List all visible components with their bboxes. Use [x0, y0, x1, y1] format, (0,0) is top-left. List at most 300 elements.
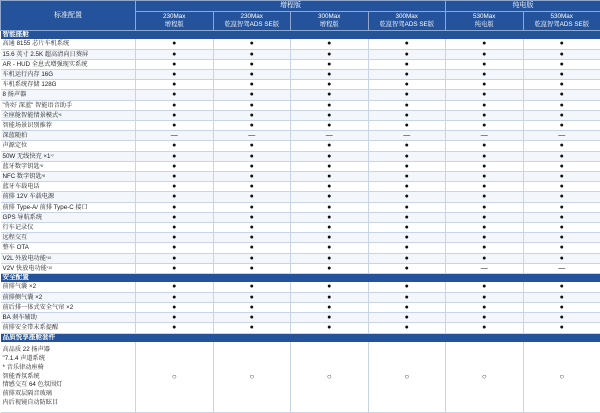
config-cell: ● — [291, 151, 369, 161]
optional-cell: ○ — [213, 342, 291, 413]
feature-label — [1, 151, 136, 161]
column-header-model: 530Max — [524, 13, 600, 21]
config-cell: ● — [136, 90, 214, 100]
group-header-erev: 增程版 — [136, 1, 446, 12]
section-header — [1, 31, 600, 40]
config-cell: ● — [291, 59, 369, 69]
table-row — [1, 100, 600, 110]
config-cell: ● — [213, 151, 291, 161]
config-cell: ● — [446, 253, 524, 263]
config-cell: ● — [213, 292, 291, 302]
config-cell: ● — [523, 39, 600, 49]
config-cell: ● — [213, 161, 291, 171]
config-cell: ● — [523, 253, 600, 263]
config-cell: ● — [291, 121, 369, 131]
section-header — [1, 274, 600, 283]
feature-label — [1, 292, 136, 302]
feature-label-text: 车机运行内存 16G — [3, 71, 54, 78]
config-cell: — — [446, 131, 524, 141]
config-cell: ● — [523, 313, 600, 323]
feature-label-text: 全座舱智能情景模式 — [3, 112, 59, 119]
config-cell: ● — [368, 39, 446, 49]
column-header-model: 300Max — [291, 13, 368, 21]
config-cell: ● — [446, 80, 524, 90]
feature-label — [1, 182, 136, 192]
table-row — [1, 243, 600, 253]
config-cell: ● — [523, 80, 600, 90]
config-cell: ● — [213, 233, 291, 243]
config-cell: ● — [291, 253, 369, 263]
table-row — [1, 131, 600, 141]
config-cell: ● — [213, 253, 291, 263]
config-cell: ● — [291, 80, 369, 90]
feature-label-text: 整车 OTA — [3, 244, 29, 251]
table-row — [1, 141, 600, 151]
config-cell: ● — [213, 282, 291, 292]
config-cell: ● — [368, 121, 446, 131]
config-cell: ● — [213, 302, 291, 312]
config-cell: ● — [446, 151, 524, 161]
config-cell: ● — [368, 141, 446, 151]
config-cell: ● — [136, 172, 214, 182]
feature-label-text: NFC 数字钥匙 — [3, 173, 42, 180]
config-cell: ● — [291, 192, 369, 202]
feature-label — [1, 90, 136, 100]
config-cell: ● — [136, 141, 214, 151]
config-cell: ● — [291, 49, 369, 59]
config-cell: ● — [523, 212, 600, 222]
config-cell: ● — [446, 292, 524, 302]
config-cell: ● — [136, 70, 214, 80]
table-row — [1, 161, 600, 171]
config-cell: ● — [523, 151, 600, 161]
config-cell: ● — [213, 192, 291, 202]
config-cell: ● — [291, 302, 369, 312]
config-cell: ● — [136, 292, 214, 302]
config-cell: ● — [291, 313, 369, 323]
table-row — [1, 263, 600, 273]
feature-label — [1, 313, 136, 323]
column-header-variant: 乾崑智驾ADS SE版 — [369, 21, 446, 29]
config-cell: ● — [368, 223, 446, 233]
column-header-variant: 乾崑智驾ADS SE版 — [524, 21, 600, 29]
config-cell: ● — [213, 313, 291, 323]
config-cell: ● — [523, 121, 600, 131]
config-cell: ● — [136, 263, 214, 273]
table-row — [1, 233, 600, 243]
optional-cell: ○ — [368, 342, 446, 413]
config-cell: ● — [446, 161, 524, 171]
config-cell: — — [213, 131, 291, 141]
feature-label-text: 行车记录仪 — [3, 224, 34, 231]
config-cell: ● — [136, 313, 214, 323]
table-row — [1, 292, 600, 302]
config-cell: ● — [523, 182, 600, 192]
config-cell: ● — [446, 141, 524, 151]
config-cell: ● — [291, 161, 369, 171]
table-row — [1, 151, 600, 161]
config-cell: ● — [213, 223, 291, 233]
feature-label-text: 50W 无线快充 ×1 — [3, 153, 51, 160]
table-header — [1, 1, 600, 31]
config-cell: ● — [446, 70, 524, 80]
config-cell: ● — [446, 243, 524, 253]
section-title: 安全配置 — [1, 274, 600, 283]
table-row — [1, 39, 600, 49]
table-row — [1, 90, 600, 100]
config-cell: ● — [291, 323, 369, 333]
config-cell: ● — [446, 182, 524, 192]
feature-label-text: 前后排一体式安全气帘 ×2 — [3, 304, 74, 311]
feature-label — [1, 202, 136, 212]
package-feature-line: * 音乐律动座椅 — [3, 364, 136, 373]
column-header-model: 230Max — [136, 13, 213, 21]
config-cell: ● — [213, 323, 291, 333]
config-cell: ● — [446, 323, 524, 333]
column-header — [368, 12, 446, 31]
footnote-marker: *8 — [40, 164, 43, 168]
package-feature-line: 前排双层隔音玻璃 — [3, 390, 136, 399]
feature-label — [1, 302, 136, 312]
config-cell: ● — [213, 263, 291, 273]
config-cell: ● — [136, 323, 214, 333]
config-cell: ● — [523, 243, 600, 253]
config-cell: ● — [523, 323, 600, 333]
config-cell: ● — [213, 100, 291, 110]
feature-label-text: 蓝牙车载电话 — [3, 183, 40, 190]
config-cell: ● — [523, 223, 600, 233]
config-cell: ● — [523, 172, 600, 182]
feature-label-text: 声源定位 — [3, 142, 28, 149]
optional-cell: ○ — [136, 342, 214, 413]
config-cell: ● — [523, 141, 600, 151]
config-cell: — — [368, 131, 446, 141]
feature-label-text: GPS 导航系统 — [3, 214, 43, 221]
section-title: 智能座舱 — [1, 31, 600, 40]
config-cell: ● — [368, 313, 446, 323]
feature-label-text: 高通 8155 芯片车机系统 — [3, 40, 70, 47]
feature-label — [1, 121, 136, 131]
config-cell: ● — [368, 172, 446, 182]
column-header — [213, 12, 291, 31]
config-cell: ● — [136, 253, 214, 263]
feature-label-text: 智能场景识别推荐 — [3, 122, 53, 129]
config-cell: ● — [291, 141, 369, 151]
feature-label-text: 前排安全带未系提醒 — [3, 324, 59, 331]
feature-label-text: V2V 快放电功能 — [3, 265, 47, 272]
config-cell: ● — [291, 263, 369, 273]
config-cell: ● — [136, 100, 214, 110]
feature-label-text: BA 刹车辅助 — [3, 314, 37, 321]
config-cell: — — [523, 131, 600, 141]
config-cell: ● — [213, 39, 291, 49]
config-cell: ● — [368, 212, 446, 222]
config-cell: ● — [213, 243, 291, 253]
feature-label — [1, 253, 136, 263]
config-cell: ● — [368, 100, 446, 110]
config-cell: — — [136, 131, 214, 141]
column-header — [446, 12, 524, 31]
config-cell: ● — [136, 282, 214, 292]
config-cell: ● — [291, 70, 369, 80]
table-row — [1, 182, 600, 192]
footnote-marker: *6 — [58, 113, 61, 117]
package-row — [1, 342, 600, 413]
config-cell: ● — [213, 59, 291, 69]
footnote-marker: *10 — [46, 256, 51, 260]
feature-label — [1, 100, 136, 110]
config-cell: ● — [523, 70, 600, 80]
section-title: 品质悦享座舱套件 — [1, 333, 600, 342]
config-cell: ● — [291, 292, 369, 302]
config-cell: ● — [523, 110, 600, 120]
config-cell: ● — [446, 59, 524, 69]
table-row — [1, 80, 600, 90]
config-cell: ● — [523, 59, 600, 69]
config-cell: ● — [136, 49, 214, 59]
config-cell: ● — [368, 49, 446, 59]
section-header — [1, 333, 600, 342]
table-row — [1, 172, 600, 182]
config-cell: — — [523, 263, 600, 273]
config-cell: ● — [213, 212, 291, 222]
config-cell: — — [446, 263, 524, 273]
feature-label — [1, 161, 136, 171]
config-cell: ● — [368, 59, 446, 69]
config-cell: ● — [368, 233, 446, 243]
feature-label — [1, 59, 136, 69]
config-cell: ● — [446, 223, 524, 233]
config-cell: ● — [446, 110, 524, 120]
config-cell: ● — [368, 90, 446, 100]
feature-label — [1, 131, 136, 141]
table-row — [1, 323, 600, 333]
config-cell: ● — [368, 202, 446, 212]
table-row — [1, 223, 600, 233]
config-cell: ● — [291, 90, 369, 100]
config-cell: ● — [136, 192, 214, 202]
config-cell: ● — [368, 70, 446, 80]
column-header-model: 530Max — [446, 13, 523, 21]
config-cell: ● — [136, 182, 214, 192]
config-cell: ● — [523, 192, 600, 202]
group-header-ev: 纯电版 — [446, 1, 600, 12]
config-cell: ● — [213, 182, 291, 192]
config-cell: ● — [523, 100, 600, 110]
config-cell: ● — [368, 243, 446, 253]
column-header — [523, 12, 600, 31]
config-cell: ● — [291, 110, 369, 120]
config-cell: ● — [446, 39, 524, 49]
table-row — [1, 253, 600, 263]
config-cell: ● — [446, 202, 524, 212]
feature-label — [1, 223, 136, 233]
config-cell: ● — [136, 302, 214, 312]
table-row — [1, 192, 600, 202]
config-cell: ● — [446, 282, 524, 292]
column-header-model: 300Max — [369, 13, 446, 21]
feature-label — [1, 141, 136, 151]
config-cell: ● — [523, 49, 600, 59]
config-cell: ● — [368, 253, 446, 263]
config-cell: ● — [291, 202, 369, 212]
config-cell: ● — [291, 39, 369, 49]
footnote-marker: *8 — [42, 174, 45, 178]
config-cell: ● — [368, 151, 446, 161]
config-cell: ● — [368, 110, 446, 120]
config-cell: ● — [523, 292, 600, 302]
config-cell: ● — [523, 90, 600, 100]
config-cell: ● — [213, 80, 291, 90]
feature-label-text: 前排侧气囊 ×2 — [3, 294, 43, 301]
config-cell: ● — [368, 282, 446, 292]
feature-label-text: 蓝牙数字钥匙 — [3, 163, 40, 170]
footnote-marker: *7 — [50, 154, 53, 158]
package-feature-line: "7.1.4 声道系统 — [3, 355, 136, 364]
config-cell: ● — [291, 282, 369, 292]
config-cell: ● — [523, 233, 600, 243]
feature-label — [1, 212, 136, 222]
config-cell: ● — [291, 233, 369, 243]
column-header-variant: 增程版 — [136, 21, 213, 29]
config-cell: ● — [446, 121, 524, 131]
column-header-variant: 增程版 — [291, 21, 368, 29]
config-cell: ● — [213, 141, 291, 151]
feature-label — [1, 263, 136, 273]
package-feature-line: 情感交互 64 色氛围灯 — [3, 381, 136, 390]
config-cell: ● — [523, 202, 600, 212]
feature-label-text: 8 扬声器 — [3, 91, 27, 98]
package-feature-line: 智能香氛系统 — [3, 373, 136, 382]
config-cell: ● — [136, 233, 214, 243]
feature-label — [1, 323, 136, 333]
table-row — [1, 59, 600, 69]
config-cell: ● — [136, 59, 214, 69]
config-cell: ● — [368, 323, 446, 333]
config-cell: ● — [291, 243, 369, 253]
config-cell: ● — [213, 90, 291, 100]
feature-label — [1, 80, 136, 90]
config-cell: ● — [446, 313, 524, 323]
table-row — [1, 49, 600, 59]
feature-label — [1, 39, 136, 49]
feature-label — [1, 70, 136, 80]
config-cell: ● — [136, 80, 214, 90]
feature-label-text: 前排 Type-A/ 前排 Type-C 接口 — [3, 204, 88, 211]
table-row — [1, 212, 600, 222]
feature-label — [1, 110, 136, 120]
table-row — [1, 282, 600, 292]
config-cell: ● — [213, 121, 291, 131]
config-cell: ● — [368, 161, 446, 171]
config-cell: ● — [523, 282, 600, 292]
package-feature-line: 高品质 22 扬声器 — [3, 346, 136, 355]
column-header — [291, 12, 369, 31]
feature-label-text: 15.6 英寸 2.5K 超高清向日葵屏 — [3, 51, 89, 58]
config-cell: ● — [136, 243, 214, 253]
config-cell: ● — [446, 233, 524, 243]
config-cell: ● — [368, 182, 446, 192]
config-cell: ● — [446, 90, 524, 100]
optional-cell: ○ — [446, 342, 524, 413]
feature-label-text: AR - HUD 全息式增强现实系统 — [3, 61, 88, 68]
feature-label-text: 前排 12V 车载电源 — [3, 193, 55, 200]
config-cell: ● — [136, 161, 214, 171]
config-cell: ● — [136, 151, 214, 161]
config-cell: ● — [446, 302, 524, 312]
column-header-variant: 纯电版 — [446, 21, 523, 29]
config-cell: ● — [291, 100, 369, 110]
table-row — [1, 110, 600, 120]
config-cell: — — [291, 131, 369, 141]
table-body — [1, 31, 600, 413]
feature-label-text: "你好 深蓝" 智能语音助手 — [3, 102, 73, 109]
package-features — [1, 342, 136, 413]
config-cell: ● — [213, 49, 291, 59]
table-row — [1, 302, 600, 312]
feature-label — [1, 172, 136, 182]
config-cell: ● — [136, 121, 214, 131]
config-cell: ● — [213, 110, 291, 120]
footnote-marker: *10 — [47, 266, 52, 270]
feature-label — [1, 282, 136, 292]
config-cell: ● — [213, 172, 291, 182]
feature-label-text: 深蓝随拍 — [3, 132, 28, 139]
config-cell: ● — [523, 302, 600, 312]
table-row — [1, 313, 600, 323]
config-cell: ● — [368, 302, 446, 312]
config-cell: ● — [136, 39, 214, 49]
feature-label-text: 远程交互 — [3, 234, 28, 241]
config-cell: ● — [136, 202, 214, 212]
config-cell: ● — [368, 263, 446, 273]
config-cell: ● — [213, 70, 291, 80]
column-header — [136, 12, 214, 31]
feature-label-text: 前排气囊 ×2 — [3, 283, 37, 290]
config-cell: ● — [213, 202, 291, 212]
config-cell: ● — [446, 212, 524, 222]
config-cell: ● — [291, 212, 369, 222]
optional-cell: ○ — [291, 342, 369, 413]
config-cell: ● — [291, 182, 369, 192]
feature-label-text: V2L 外放电功能 — [3, 255, 46, 262]
table-row — [1, 70, 600, 80]
table-row — [1, 121, 600, 131]
config-cell: ● — [136, 223, 214, 233]
config-cell: ● — [368, 80, 446, 90]
config-cell: ● — [446, 49, 524, 59]
config-cell: ● — [136, 110, 214, 120]
config-cell: ● — [368, 292, 446, 302]
standard-config-header: 标准配置 — [1, 1, 136, 31]
config-cell: ● — [523, 161, 600, 171]
config-cell: ● — [136, 212, 214, 222]
config-cell: ● — [446, 100, 524, 110]
package-feature-line: 内后视镜自动防眩目 — [3, 399, 136, 408]
feature-label — [1, 233, 136, 243]
table-row — [1, 202, 600, 212]
column-header-variant: 乾崑智驾ADS SE版 — [214, 21, 291, 29]
feature-label — [1, 243, 136, 253]
config-cell: ● — [446, 172, 524, 182]
feature-label — [1, 49, 136, 59]
config-cell: ● — [291, 223, 369, 233]
config-cell: ● — [446, 192, 524, 202]
optional-cell: ○ — [523, 342, 600, 413]
feature-label-text: 车机系统存储 128G — [3, 81, 57, 88]
config-cell: ● — [291, 172, 369, 182]
column-header-model: 230Max — [214, 13, 291, 21]
